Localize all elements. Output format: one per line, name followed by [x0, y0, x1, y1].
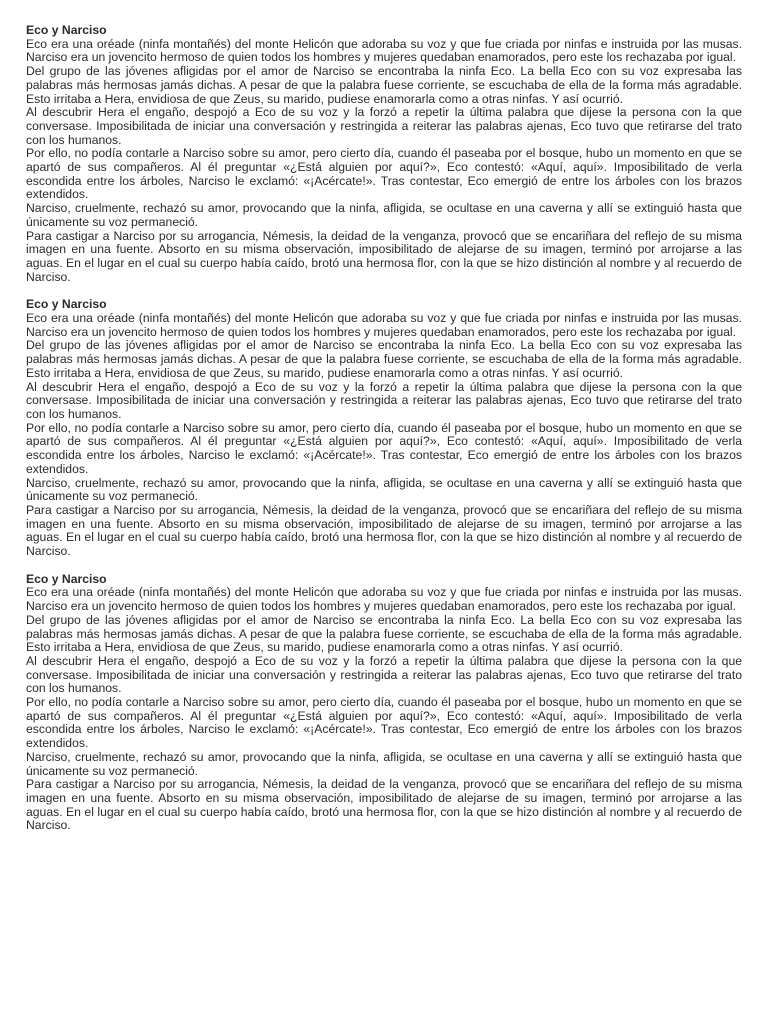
document-page [26, 24, 742, 847]
paragraph: Del grupo de las jóvenes afligidas por el amor de Narciso se encontraba la ninfa Eco. La bella Eco con su voz expresaba las palabras más hermosas jamás dichas. A pesar de que la palabra fuese corriente, se escuchaba de ella de la forma más agradable. Esto irritaba a Hera, envidiosa de que Zeus, su marido, pudiese enamorarla como a otras ninfas. Y así ocurrió. [26, 338, 742, 380]
paragraph: Del grupo de las jóvenes afligidas por el amor de Narciso se encontraba la ninfa Eco. La bella Eco con su voz expresaba las palabras más hermosas jamás dichas. A pesar de que la palabra fuese corriente, se escuchaba de ella de la forma más agradable. Esto irritaba a Hera, envidiosa de que Zeus, su marido, pudiese enamorarla como a otras ninfas. Y así ocurrió. [26, 612, 742, 655]
paragraph: Para castigar a Narciso por su arrogancia, Némesis, la deidad de la venganza, provocó que se encariñara del reflejo de su misma imagen en una fuente. Absorto en su misma observación, imposibilitado de alejarse de su imagen, terminó por arrojarse a las aguas. En el lugar en el cual su cuerpo había caído, brotó una hermosa flor, con la que se hizo distinción al nombre y al recuerdo de Narciso. [26, 502, 742, 559]
paragraph: Al descubrir Hera el engaño, despojó a Eco de su voz y la forzó a repetir la última palabra que dijese la persona con la que conversase. Imposibilitada de iniciar una conversación y restringida a reiterar las palabras ajenas, Eco tuvo que retirarse del trato con los humanos. [26, 379, 742, 421]
paragraph: Al descubrir Hera el engaño, despojó a Eco de su voz y la forzó a repetir la última palabra que dijese la persona con la que conversase. Imposibilitada de iniciar una conversación y restringida a reiterar las palabras ajenas, Eco tuvo que retirarse del trato con los humanos. [26, 105, 742, 147]
story-section-1 [26, 24, 742, 284]
paragraph: Por ello, no podía contarle a Narciso sobre su amor, pero cierto día, cuando él paseaba por el bosque, hubo un momento en que se apartó de sus compañeros. Al él preguntar «¿Está alguien por aquí?», Eco contestó: «Aquí, aquí». Imposibilitado de verla escondida entre los árboles, Narciso le exclamó: «¡Acércate!». Tras contestar, Eco emergió de entre los árboles con los brazos extendidos. [26, 146, 742, 202]
paragraph: Eco era una oréade (ninfa montañés) del monte Helicón que adoraba su voz y que fue criada por ninfas e instruida por las musas. Narciso era un jovencito hermoso de quien todos los hombres y mujeres quedaban enamorados, pero este los rechazaba por igual. [26, 311, 742, 339]
paragraph: Eco era una oréade (ninfa montañés) del monte Helicón que adoraba su voz y que fue criada por ninfas e instruida por las musas. Narciso era un jovencito hermoso de quien todos los hombres y mujeres quedaban enamorados, pero este los rechazaba por igual. [26, 36, 742, 65]
paragraph: Narciso, cruelmente, rechazó su amor, provocando que la ninfa, afligida, se ocultase en una caverna y allí se extinguió hasta que únicamente su voz permaneció. [26, 749, 742, 778]
paragraph: Narciso, cruelmente, rechazó su amor, provocando que la ninfa, afligida, se ocultase en una caverna y allí se extinguió hasta que únicamente su voz permaneció. [26, 475, 742, 504]
section-title: Eco y Narciso [26, 571, 107, 586]
paragraph: Por ello, no podía contarle a Narciso sobre su amor, pero cierto día, cuando él paseaba por el bosque, hubo un momento en que se apartó de sus compañeros. Al él preguntar «¿Está alguien por aquí?», Eco contestó: «Aquí, aquí». Imposibilitado de verla escondida entre los árboles, Narciso le exclamó: «¡Acércate!». Tras contestar, Eco emergió de entre los árboles con los brazos extendidos. [26, 420, 742, 476]
section-title: Eco y Narciso [26, 23, 107, 37]
paragraph: Para castigar a Narciso por su arrogancia, Némesis, la deidad de la venganza, provocó que se encariñara del reflejo de su misma imagen en una fuente. Absorto en su misma observación, imposibilitado de alejarse de su imagen, terminó por arrojarse a las aguas. En el lugar en el cual su cuerpo había caído, brotó una hermosa flor, con la que se hizo distinción al nombre y al recuerdo de Narciso. [26, 777, 742, 833]
section-title: Eco y Narciso [26, 297, 107, 312]
story-section-2 [26, 298, 742, 558]
paragraph: Narciso, cruelmente, rechazó su amor, provocando que la ninfa, afligida, se ocultase en una caverna y allí se extinguió hasta que únicamente su voz permaneció. [26, 201, 742, 229]
story-section-3 [26, 573, 742, 833]
paragraph: Para castigar a Narciso por su arrogancia, Némesis, la deidad de la venganza, provocó que se encariñara del reflejo de su misma imagen en una fuente. Absorto en su misma observación, imposibilitado de alejarse de su imagen, terminó por arrojarse a las aguas. En el lugar en el cual su cuerpo había caído, brotó una hermosa flor, con la que se hizo distinción al nombre y al recuerdo de Narciso. [26, 228, 742, 284]
paragraph: Por ello, no podía contarle a Narciso sobre su amor, pero cierto día, cuando él paseaba por el bosque, hubo un momento en que se apartó de sus compañeros. Al él preguntar «¿Está alguien por aquí?», Eco contestó: «Aquí, aquí». Imposibilitado de verla escondida entre los árboles, Narciso le exclamó: «¡Acércate!». Tras contestar, Eco emergió de entre los árboles con los brazos extendidos. [26, 695, 742, 751]
paragraph: Del grupo de las jóvenes afligidas por el amor de Narciso se encontraba la ninfa Eco. La bella Eco con su voz expresaba las palabras más hermosas jamás dichas. A pesar de que la palabra fuese corriente, se escuchaba de ella de la forma más agradable. Esto irritaba a Hera, envidiosa de que Zeus, su marido, pudiese enamorarla como a otras ninfas. Y así ocurrió. [26, 64, 742, 106]
paragraph: Al descubrir Hera el engaño, despojó a Eco de su voz y la forzó a repetir la última palabra que dijese la persona con la que conversase. Imposibilitada de iniciar una conversación y restringida a reiterar las palabras ajenas, Eco tuvo que retirarse del trato con los humanos. [26, 653, 742, 696]
paragraph: Eco era una oréade (ninfa montañés) del monte Helicón que adoraba su voz y que fue criada por ninfas e instruida por las musas. Narciso era un jovencito hermoso de quien todos los hombres y mujeres quedaban enamorados, pero este los rechazaba por igual. [26, 585, 742, 614]
